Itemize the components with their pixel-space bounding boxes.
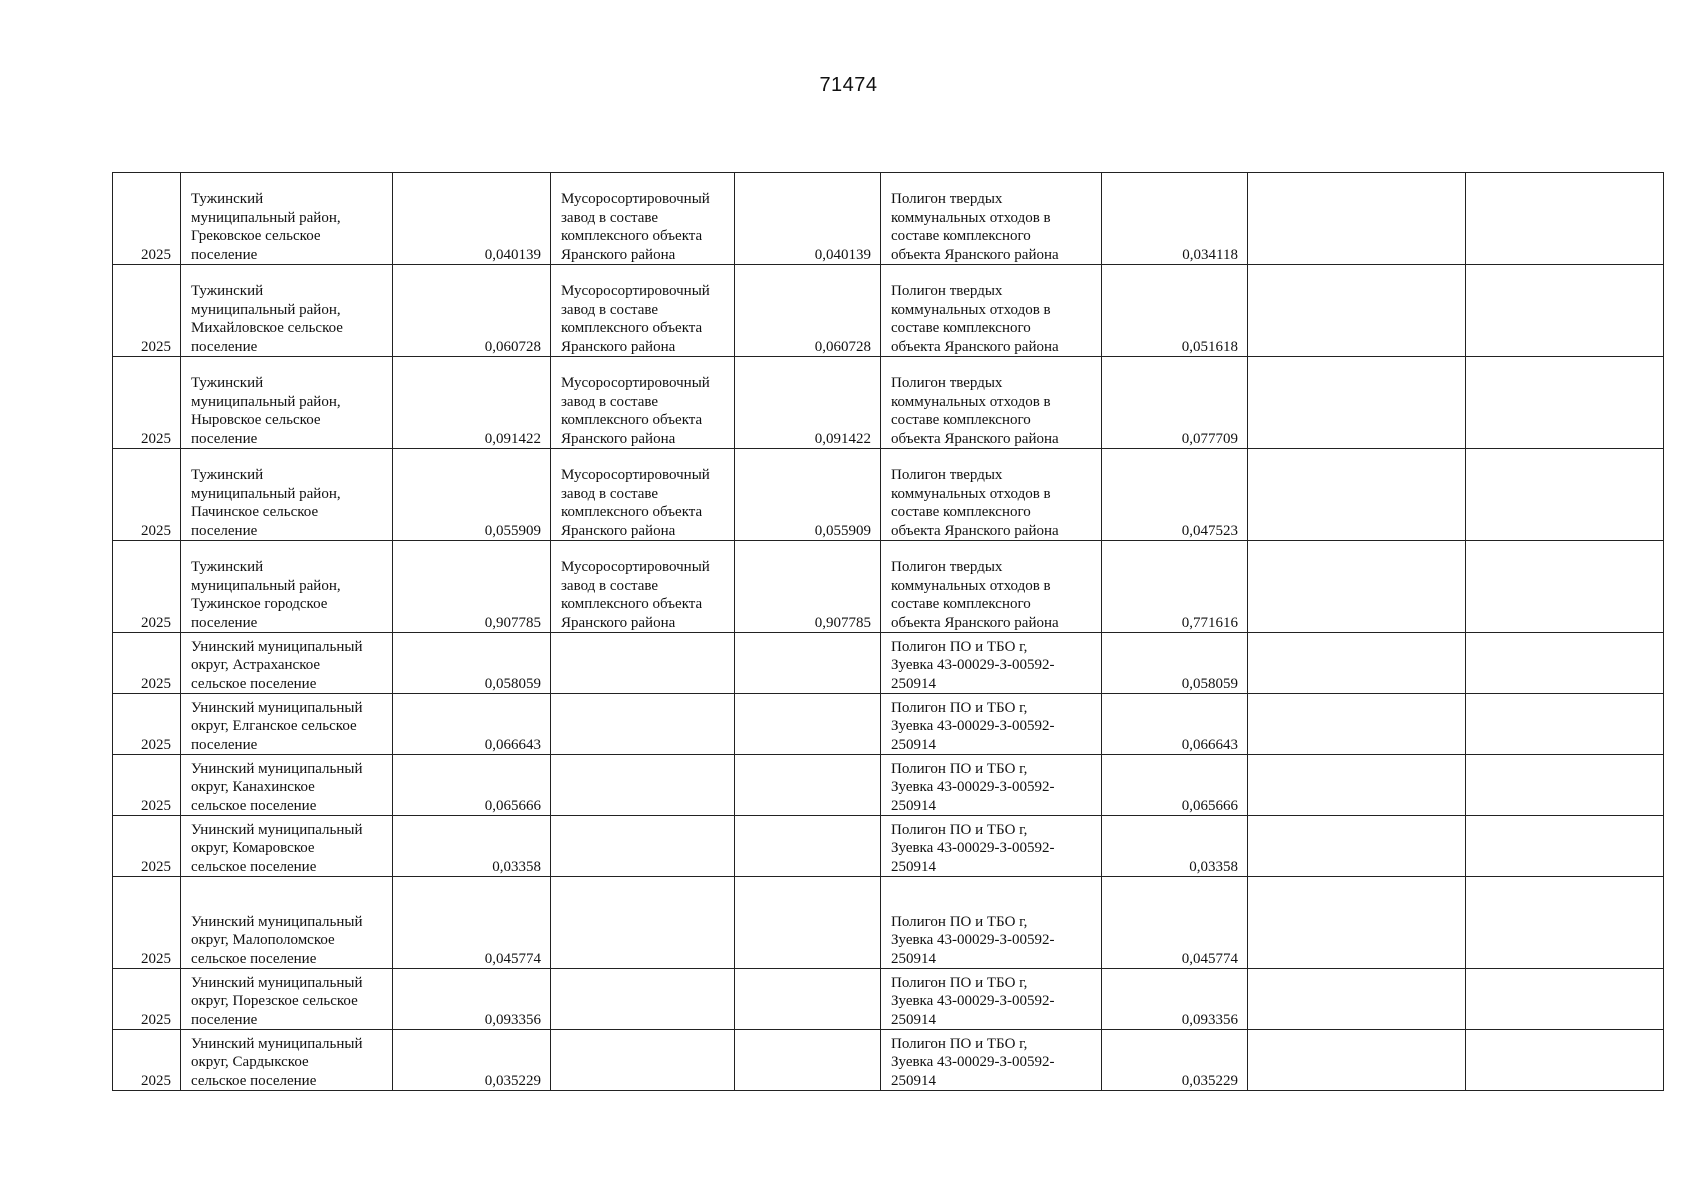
table-row	[113, 694, 1664, 755]
volume-disposal-cell: 0,03358	[1102, 816, 1248, 877]
volume-sorting-cell	[735, 694, 881, 755]
volume-sorting-cell	[735, 816, 881, 877]
volume-total-cell: 0,03358	[393, 816, 551, 877]
volume-total-cell: 0,058059	[393, 633, 551, 694]
volume-disposal-cell: 0,058059	[1102, 633, 1248, 694]
waste-flow-table	[112, 172, 1664, 1091]
year-cell: 2025	[113, 816, 181, 877]
sorting-facility-cell	[551, 633, 735, 694]
volume-sorting-cell: 0,055909	[735, 449, 881, 541]
sorting-facility-cell: Мусоросортировочный завод в составе комплексного объекта Яранского района	[551, 173, 735, 265]
sorting-facility-cell	[551, 1030, 735, 1091]
disposal-facility-cell: Полигон твердых коммунальных отходов в составе комплексного объекта Яранского района	[881, 449, 1102, 541]
volume-sorting-cell: 0,060728	[735, 265, 881, 357]
volume-disposal-cell: 0,051618	[1102, 265, 1248, 357]
disposal-facility-cell: Полигон твердых коммунальных отходов в составе комплексного объекта Яранского района	[881, 541, 1102, 633]
territory-cell: Тужинский муниципальный район, Пачинское сельское поселение	[181, 449, 393, 541]
extra-cell-1	[1248, 1030, 1466, 1091]
year-cell: 2025	[113, 877, 181, 969]
extra-cell-1	[1248, 173, 1466, 265]
disposal-facility-cell: Полигон твердых коммунальных отходов в составе комплексного объекта Яранского района	[881, 173, 1102, 265]
extra-cell-2	[1466, 694, 1664, 755]
table-row	[113, 969, 1664, 1030]
year-cell: 2025	[113, 755, 181, 816]
extra-cell-1	[1248, 633, 1466, 694]
extra-cell-1	[1248, 816, 1466, 877]
volume-sorting-cell: 0,091422	[735, 357, 881, 449]
table-row	[113, 633, 1664, 694]
volume-disposal-cell: 0,035229	[1102, 1030, 1248, 1091]
extra-cell-1	[1248, 541, 1466, 633]
territory-cell: Унинский муниципальный округ, Елганское сельское поселение	[181, 694, 393, 755]
territory-cell: Унинский муниципальный округ, Порезское сельское поселение	[181, 969, 393, 1030]
volume-disposal-cell: 0,077709	[1102, 357, 1248, 449]
volume-sorting-cell	[735, 1030, 881, 1091]
table-row	[113, 173, 1664, 265]
extra-cell-2	[1466, 541, 1664, 633]
extra-cell-2	[1466, 633, 1664, 694]
volume-sorting-cell	[735, 969, 881, 1030]
volume-disposal-cell: 0,045774	[1102, 877, 1248, 969]
territory-cell: Унинский муниципальный округ, Комаровское сельское поселение	[181, 816, 393, 877]
disposal-facility-cell: Полигон твердых коммунальных отходов в составе комплексного объекта Яранского района	[881, 265, 1102, 357]
extra-cell-2	[1466, 449, 1664, 541]
disposal-facility-cell: Полигон ПО и ТБО г, Зуевка 43-00029-З-00592- 250914	[881, 633, 1102, 694]
territory-cell: Тужинский муниципальный район, Грековское сельское поселение	[181, 173, 393, 265]
extra-cell-2	[1466, 357, 1664, 449]
volume-total-cell: 0,065666	[393, 755, 551, 816]
table-row	[113, 877, 1664, 969]
table-row	[113, 265, 1664, 357]
volume-total-cell: 0,045774	[393, 877, 551, 969]
sorting-facility-cell: Мусоросортировочный завод в составе комплексного объекта Яранского района	[551, 265, 735, 357]
sorting-facility-cell	[551, 877, 735, 969]
page-number: 71474	[819, 74, 878, 96]
volume-disposal-cell: 0,093356	[1102, 969, 1248, 1030]
extra-cell-1	[1248, 357, 1466, 449]
volume-disposal-cell: 0,065666	[1102, 755, 1248, 816]
disposal-facility-cell: Полигон ПО и ТБО г, Зуевка 43-00029-З-00592- 250914	[881, 755, 1102, 816]
table-row	[113, 1030, 1664, 1091]
extra-cell-1	[1248, 694, 1466, 755]
territory-cell: Унинский муниципальный округ, Канахинское сельское поселение	[181, 755, 393, 816]
volume-total-cell: 0,091422	[393, 357, 551, 449]
volume-disposal-cell: 0,066643	[1102, 694, 1248, 755]
extra-cell-2	[1466, 816, 1664, 877]
year-cell: 2025	[113, 357, 181, 449]
volume-total-cell: 0,066643	[393, 694, 551, 755]
volume-total-cell: 0,907785	[393, 541, 551, 633]
year-cell: 2025	[113, 694, 181, 755]
disposal-facility-cell: Полигон ПО и ТБО г, Зуевка 43-00029-З-00592- 250914	[881, 1030, 1102, 1091]
volume-total-cell: 0,035229	[393, 1030, 551, 1091]
volume-disposal-cell: 0,034118	[1102, 173, 1248, 265]
extra-cell-2	[1466, 755, 1664, 816]
volume-sorting-cell: 0,040139	[735, 173, 881, 265]
sorting-facility-cell	[551, 694, 735, 755]
territory-cell: Тужинский муниципальный район, Михайловское сельское поселение	[181, 265, 393, 357]
extra-cell-1	[1248, 265, 1466, 357]
extra-cell-1	[1248, 877, 1466, 969]
disposal-facility-cell: Полигон ПО и ТБО г, Зуевка 43-00029-З-00592- 250914	[881, 816, 1102, 877]
volume-total-cell: 0,055909	[393, 449, 551, 541]
table-row	[113, 755, 1664, 816]
volume-sorting-cell	[735, 755, 881, 816]
volume-total-cell: 0,060728	[393, 265, 551, 357]
volume-total-cell: 0,093356	[393, 969, 551, 1030]
year-cell: 2025	[113, 173, 181, 265]
year-cell: 2025	[113, 265, 181, 357]
year-cell: 2025	[113, 449, 181, 541]
volume-disposal-cell: 0,047523	[1102, 449, 1248, 541]
extra-cell-2	[1466, 877, 1664, 969]
volume-disposal-cell: 0,771616	[1102, 541, 1248, 633]
extra-cell-2	[1466, 173, 1664, 265]
extra-cell-1	[1248, 755, 1466, 816]
extra-cell-2	[1466, 969, 1664, 1030]
sorting-facility-cell: Мусоросортировочный завод в составе комплексного объекта Яранского района	[551, 449, 735, 541]
extra-cell-1	[1248, 449, 1466, 541]
extra-cell-2	[1466, 1030, 1664, 1091]
sorting-facility-cell	[551, 816, 735, 877]
disposal-facility-cell: Полигон ПО и ТБО г, Зуевка 43-00029-З-00592- 250914	[881, 877, 1102, 969]
volume-total-cell: 0,040139	[393, 173, 551, 265]
disposal-facility-cell: Полигон ПО и ТБО г, Зуевка 43-00029-З-00592- 250914	[881, 969, 1102, 1030]
table-row	[113, 816, 1664, 877]
territory-cell: Унинский муниципальный округ, Астраханское сельское поселение	[181, 633, 393, 694]
table-row	[113, 357, 1664, 449]
sorting-facility-cell	[551, 969, 735, 1030]
year-cell: 2025	[113, 633, 181, 694]
volume-sorting-cell	[735, 877, 881, 969]
territory-cell: Унинский муниципальный округ, Сардыкское сельское поселение	[181, 1030, 393, 1091]
sorting-facility-cell: Мусоросортировочный завод в составе комплексного объекта Яранского района	[551, 357, 735, 449]
year-cell: 2025	[113, 1030, 181, 1091]
disposal-facility-cell: Полигон твердых коммунальных отходов в составе комплексного объекта Яранского района	[881, 357, 1102, 449]
extra-cell-2	[1466, 265, 1664, 357]
territory-cell: Тужинский муниципальный район, Тужинское городское поселение	[181, 541, 393, 633]
extra-cell-1	[1248, 969, 1466, 1030]
volume-sorting-cell: 0,907785	[735, 541, 881, 633]
disposal-facility-cell: Полигон ПО и ТБО г, Зуевка 43-00029-З-00592- 250914	[881, 694, 1102, 755]
territory-cell: Тужинский муниципальный район, Ныровское сельское поселение	[181, 357, 393, 449]
year-cell: 2025	[113, 541, 181, 633]
sorting-facility-cell: Мусоросортировочный завод в составе комплексного объекта Яранского района	[551, 541, 735, 633]
table-row	[113, 449, 1664, 541]
year-cell: 2025	[113, 969, 181, 1030]
volume-sorting-cell	[735, 633, 881, 694]
table-row	[113, 541, 1664, 633]
territory-cell: Унинский муниципальный округ, Малополомское сельское поселение	[181, 877, 393, 969]
sorting-facility-cell	[551, 755, 735, 816]
